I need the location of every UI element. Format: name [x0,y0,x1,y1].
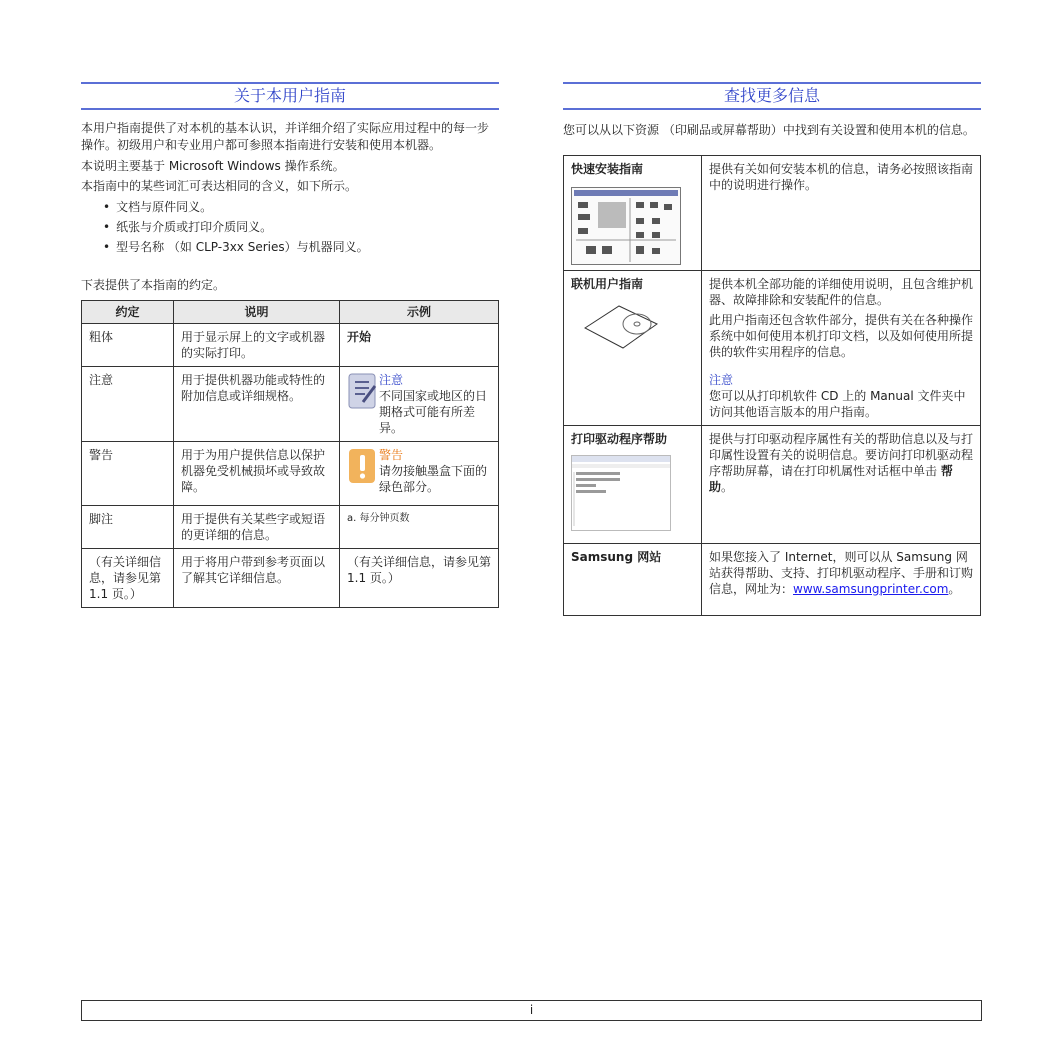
resource-name: 快速安装指南 [571,162,644,176]
conventions-table [81,300,499,608]
section-title-about: 关于本用户指南 [81,82,499,110]
cell: 用于显示屏上的文字或机器的实际打印。 [174,324,340,367]
driver-help-thumbnail [571,455,671,531]
table-row [82,549,499,608]
cell-example-footnote: a. 每分钟页数 [340,506,499,549]
text-bold: 帮助 [709,464,953,494]
note-text: 您可以从打印机软件 CD 上的 Manual 文件夹中访问其他语言版本的用户指南。 [709,389,966,419]
cell: 用于为用户提供信息以保护机器免受机械损坏或导致故障。 [174,442,340,506]
table-row [564,544,981,616]
table-header: 示例 [340,301,499,324]
os-paragraph: 本说明主要基于 Microsoft Windows 操作系统。 [81,159,345,173]
resource-description [702,544,981,616]
table-row [82,506,499,549]
cell-example-reference: （有关详细信息，请参见第 1.1 页。） [340,549,499,608]
cell-example-note [340,367,499,442]
cell: 用于提供机器功能或特性的附加信息或详细规格。 [174,367,340,442]
table-row [564,156,981,271]
resources-table [563,155,981,616]
table-header: 约定 [82,301,174,324]
table-row [564,271,981,426]
list-item: • 文档与原件同义。 [103,197,499,217]
text: 。 [721,480,734,494]
page-number: i [81,1000,982,1021]
table-row [564,426,981,544]
resource-description [702,426,981,544]
resource-name: Samsung 网站 [564,544,702,616]
text: 提供与打印驱动程序属性有关的帮助信息以及与打印属性设置有关的说明信息。要访问打印机驱动程序帮助屏幕，请在打印机属性对话框中单击 [709,432,974,478]
text: 。 [948,582,961,596]
table-row [82,442,499,506]
resource-name: 联机用户指南 [571,277,644,291]
cell: 注意 [82,367,174,442]
resource-name: 打印驱动程序帮助 [571,432,668,446]
warning-text: 请勿接触墨盒下面的绿色部分。 [379,464,488,494]
note-title: 注意 [709,373,734,387]
cell: 警告 [82,442,174,506]
cd-icon [581,302,661,356]
warning-title: 警告 [379,448,404,462]
cell: 粗体 [82,324,174,367]
cell: 用于将用户带到参考页面以了解其它详细信息。 [174,549,340,608]
note-icon [347,372,379,436]
note-title: 注意 [379,373,404,387]
cell-example-bold: 开始 [340,324,499,367]
left-column [81,82,499,608]
cell [564,426,702,544]
resource-description: 提供有关如何安装本机的信息，请务必按照该指南中的说明进行操作。 [702,156,981,271]
section-title-more-info: 查找更多信息 [563,82,981,110]
cell [702,271,981,426]
table-row [82,324,499,367]
warning-icon [347,447,379,495]
cell [564,156,702,271]
resources-intro: 您可以从以下资源 （印刷品或屏幕帮助）中找到有关设置和使用本机的信息。 [563,123,975,137]
samsung-website-link[interactable]: www.samsungprinter.com [793,582,949,596]
table-intro: 下表提供了本指南的约定。 [81,278,226,292]
text: 如果您接入了 Internet，则可以从 Samsung 网站获得帮助、支持、打印机驱动程序、手册和订购信息，网址为： [709,550,974,596]
intro-paragraph: 本用户指南提供了对本机的基本认识，并详细介绍了实际应用过程中的每一步操作。初级用户和专业用户都可参照本指南进行安装和使用本机器。 [81,121,490,152]
resource-description: 提供本机全部功能的详细使用说明，且包含维护机器、故障排除和安装配件的信息。 [709,277,974,307]
list-item: • 纸张与介质或打印介质同义。 [103,217,499,237]
table-row [82,367,499,442]
cell: （有关详细信息，请参见第 1.1 页。） [82,549,174,608]
synonym-list [81,197,499,257]
quick-guide-thumbnail [571,187,681,265]
cell [564,271,702,426]
synonym-paragraph: 本指南中的某些词汇可表达相同的含义，如下所示。 [81,179,358,193]
note-text: 不同国家或地区的日期格式可能有所差异。 [379,389,488,435]
cell: 脚注 [82,506,174,549]
resource-description-2: 此用户指南还包含软件部分，提供有关在各种操作系统中如何使用本机打印文档，以及如何使用所提供的软件实用程序的信息。 [709,313,974,359]
cell-example-warning [340,442,499,506]
cell: 用于提供有关某些字或短语的更详细的信息。 [174,506,340,549]
right-column [563,82,981,616]
table-header: 说明 [174,301,340,324]
list-item: • 型号名称 （如 CLP-3xx Series）与机器同义。 [103,237,499,257]
